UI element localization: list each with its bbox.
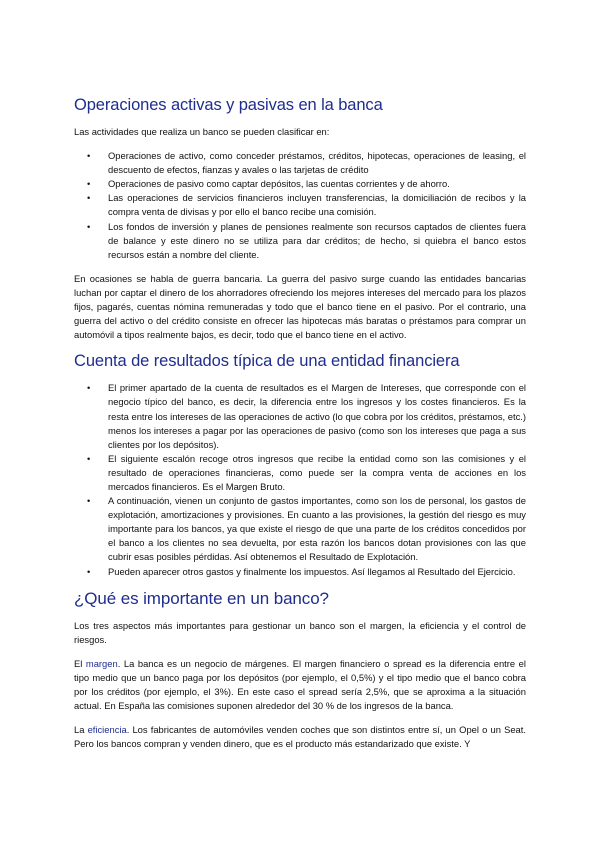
margen-text: . La banca es un negocio de márgenes. El margen financiero o spread es la diferencia entre el tipo medio que un banco paga por los depósitos (por ejemplo, el 0,5%) y el tipo medio que el banco cobra por los créditos (por ejemplo, el 3%). En este caso el spread sería 2,5%, que se aproxima a la situación actual. En España las comisiones suponen alrededor del 30 % de los ingresos de la banca.	[74, 657, 526, 712]
list-item: • El siguiente escalón recoge otros ingresos que recibe la entidad como son las comisiones y el resultado de operaciones financieras, como puede ser la compra venta de acciones en los mercados financieros. Es el Margen Bruto.	[108, 452, 526, 494]
eficiencia-prefix: La	[74, 724, 88, 736]
section2-list	[74, 381, 526, 578]
list-item: • Las operaciones de servicios financieros incluyen transferencias, la domiciliación de recibos y la compra venta de divisas y por ello el banco recibe una comisión.	[108, 191, 526, 219]
section-title-operaciones: Operaciones activas y pasivas en la banca	[74, 96, 383, 114]
eficiencia-paragraph	[74, 723, 526, 751]
margen-keyword: margen	[85, 657, 118, 669]
section1-list	[74, 149, 526, 262]
document-page	[74, 96, 526, 761]
section-title-cuenta-resultados: Cuenta de resultados típica de una entidad financiera	[74, 352, 460, 371]
list-item: • Operaciones de pasivo como captar depósitos, las cuentas corrientes y de ahorro.	[108, 177, 526, 191]
eficiencia-text: . Los fabricantes de automóviles venden coches que son distintos entre sí, un Opel o un Seat. Pero los bancos compran y venden dinero, que es el producto más estandarizado que existe. Y	[74, 724, 526, 750]
list-item: • Los fondos de inversión y planes de pensiones realmente son recursos captados de clientes fuera de balance y este dinero no se utiliza para dar créditos; de hecho, si quiebra el banco estos recursos están a nombre del cliente.	[108, 220, 526, 262]
eficiencia-keyword: eficiencia	[87, 724, 127, 736]
list-item: • El primer apartado de la cuenta de resultados es el Margen de Intereses, que corresponde con el negocio típico del banco, es decir, la diferencia entre los ingresos y los costes financieros. Es la resta entre los intereses de las operaciones de activo (lo que cobra por los créditos, préstamos, etc.) menos los intereses a pagar por las operaciones de pasivo (como son los intereses que paga a sus clientes por los depósitos).	[108, 381, 526, 451]
section1-paragraph: En ocasiones se habla de guerra bancaria. La guerra del pasivo surge cuando las entidades bancarias luchan por captar el dinero de los ahorradores ofreciendo los mejores intereses del mercado para los plazos fijos, pagarés, cuentas nómina remuneradas y todo que el banco tiene en el pasivo. Por el contrario, una guerra del activo o del crédito consiste en ofrecer las hipotecas más baratas o préstamos para comprar un automóvil a tipos realmente bajos, es decir, todo que el banco tiene en el activo.	[74, 272, 526, 341]
section1-intro: Las actividades que realiza un banco se pueden clasificar en:	[74, 126, 330, 137]
margen-prefix: El	[74, 657, 86, 669]
section3-intro: Los tres aspectos más importantes para gestionar un banco son el margen, la eficiencia y el control de riesgos.	[74, 619, 526, 645]
list-item: • A continuación, vienen un conjunto de gastos importantes, como son los de personal, los gastos de explotación, amortizaciones y provisiones. En cuanto a las provisiones, la gestión del riesgo es muy importante para los bancos, ya que existe el riesgo de que una parte de los créditos concedidos por el banco a los clientes no sea devuelta, por esta razón los bancos dotan provisiones con las que cubrir esas posibles pérdidas. Así obtenemos el Resultado de Explotación.	[108, 494, 526, 564]
margen-paragraph	[74, 657, 526, 713]
list-item: • Pueden aparecer otros gastos y finalmente los impuestos. Así llegamos al Resultado del Ejercicio.	[108, 565, 526, 579]
section-title-importante: ¿Qué es importante en un banco?	[74, 588, 329, 608]
list-item: • Operaciones de activo, como conceder préstamos, créditos, hipotecas, operaciones de leasing, el descuento de efectos, fianzas y avales o las tarjetas de crédito	[108, 149, 526, 177]
